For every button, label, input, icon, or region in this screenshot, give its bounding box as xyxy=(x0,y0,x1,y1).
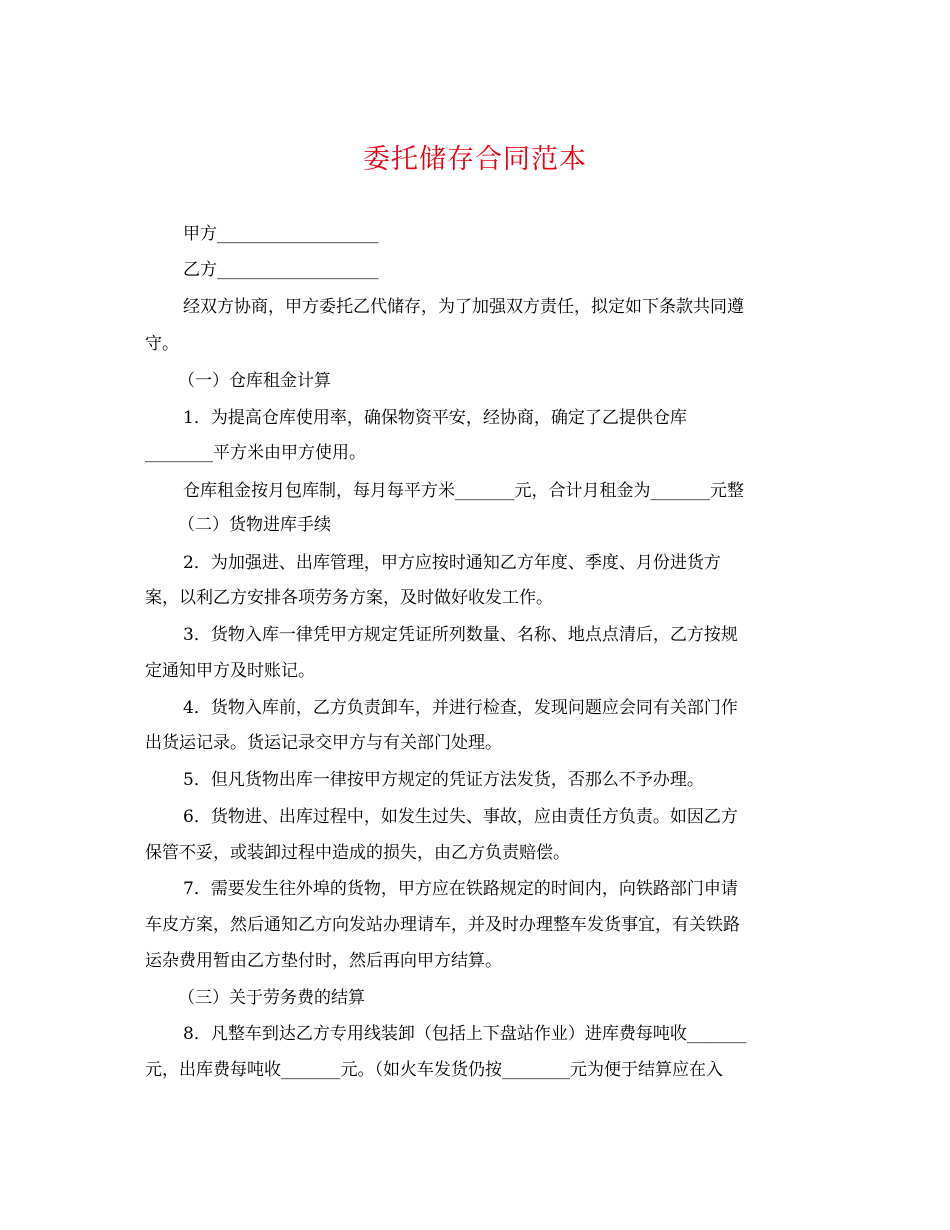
paragraph-line: 7．需要发生往外埠的货物，甲方应在铁路规定的时间内，向铁路部门申请 xyxy=(183,879,738,899)
document-title: 委托储存合同范本 xyxy=(363,144,587,175)
party-a-line: 甲方___________________ xyxy=(183,224,379,244)
paragraph-line: 4．货物入库前，乙方负责卸车，并进行检查，发现问题应会同有关部门作 xyxy=(183,698,738,718)
paragraph-line: 仓库租金按月包库制，每月每平方米_______元，合计月租金为_______元整 xyxy=(183,481,744,501)
paragraph-line: 6．货物进、出库过程中，如发生过失、事故，应由责任方负责。如因乙方 xyxy=(183,807,738,827)
section-heading: （二）货物进库手续 xyxy=(178,515,331,535)
paragraph-line: 定通知甲方及时账记。 xyxy=(145,661,315,681)
paragraph-line: 保管不妥，或装卸过程中造成的损失，由乙方负责赔偿。 xyxy=(145,843,570,863)
paragraph-line: 车皮方案，然后通知乙方向发站办理请车，并及时办理整车发货事宜，有关铁路 xyxy=(145,915,740,935)
section-heading: （一）仓库租金计算 xyxy=(178,371,331,391)
party-b-line: 乙方___________________ xyxy=(183,260,379,280)
paragraph-line: 守。 xyxy=(145,334,179,354)
paragraph-line: 5．但凡货物出库一律按甲方规定的凭证方法发货，否那么不予办理。 xyxy=(183,770,704,790)
paragraph-line: 案，以利乙方安排各项劳务方案，及时做好收发工作。 xyxy=(145,588,553,608)
paragraph-line: ________平方米由甲方使用。 xyxy=(145,443,366,463)
paragraph-line: 出货运记录。货运记录交甲方与有关部门处理。 xyxy=(145,733,502,753)
paragraph-line: 1．为提高仓库使用率，确保物资平安，经协商，确定了乙提供仓库 xyxy=(183,408,687,428)
paragraph-line: 8．凡整车到达乙方专用线装卸（包括上下盘站作业）进库费每吨收_______ xyxy=(183,1024,747,1044)
paragraph-line: 元，出库费每吨收_______元。（如火车发货仍按________元为便于结算应在入 xyxy=(145,1060,723,1080)
paragraph-line: 3．货物入库一律凭甲方规定凭证所列数量、名称、地点点清后，乙方按规 xyxy=(183,625,738,645)
paragraph-line: 经双方协商，甲方委托乙代储存，为了加强双方责任，拟定如下条款共同遵 xyxy=(183,297,744,317)
paragraph-line: 运杂费用暂由乙方垫付时，然后再向甲方结算。 xyxy=(145,951,502,971)
paragraph-line: 2．为加强进、出库管理，甲方应按时通知乙方年度、季度、月份进货方 xyxy=(183,553,721,573)
section-heading: （三）关于劳务费的结算 xyxy=(178,988,365,1008)
